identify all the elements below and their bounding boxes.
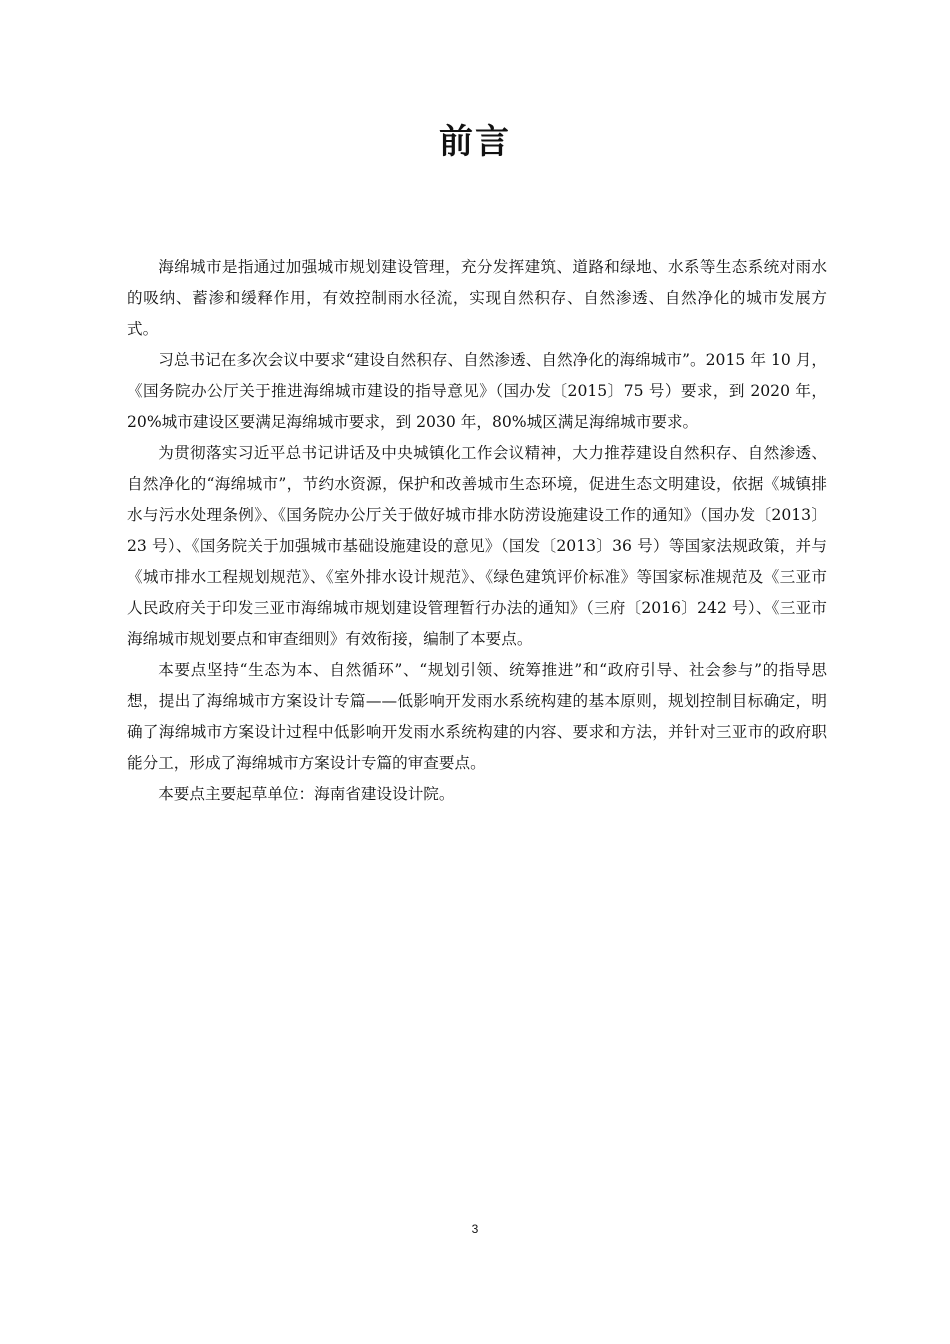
paragraph-drafting-unit: 本要点主要起草单位：海南省建设设计院。 <box>158 785 455 803</box>
page-number: 3 <box>471 1222 479 1236</box>
paragraph-guiding-principles: 本要点坚持“生态为本、自然循环”、“规划引领、统筹推进”和“政府引导、社会参与”的指导思想，提出了海绵城市方案设计专篇——低影响开发雨水系统构建的基本原则，规划控制目标确定，明确了海绵城市方案设计过程中低影响开发雨水系统构建的内容、要求和方法，并针对三亚市的政府职能分工，形成了海绵城市方案设计专篇的审查要点。 <box>127 661 827 772</box>
paragraph-regulatory-basis: 为贯彻落实习近平总书记讲话及中央城镇化工作会议精神，大力推荐建设自然积存、自然渗透、自然净化的“海绵城市”，节约水资源，保护和改善城市生态环境，促进生态文明建设，依据《城镇排水与污水处理条例》、《国务院办公厅关于做好城市排水防涝设施建设工作的通知》（国办发〔2013〕23 号）、《国务院关于加强城市基础设施建设的意见》（国发〔2013〕36 号）等国家法规政策，并与《城市排水工程规划规范》、《室外排水设计规范》、《绿色建筑评价标准》等国家标准规范及《三亚市人民政府关于印发三亚市海绵城市规划建设管理暂行办法的通知》（三府〔2016〕242 号）、《三亚市海绵城市规划要点和审查细则》有效衔接，编制了本要点。 <box>127 444 827 648</box>
paragraph-policy-requirements: 习总书记在多次会议中要求“建设自然积存、自然渗透、自然净化的海绵城市”。2015 年 10 月，《国务院办公厅关于推进海绵城市建设的指导意见》（国办发〔2015〕75 号）要求，到 2020 年，20%城市建设区要满足海绵城市要求，到 2030 年，80%城区满足海绵城市要求。 <box>127 351 827 431</box>
page-title: 前言 <box>439 122 511 162</box>
document-body <box>127 252 827 810</box>
paragraph-sponge-city-definition: 海绵城市是指通过加强城市规划建设管理，充分发挥建筑、道路和绿地、水系等生态系统对雨水的吸纳、蓄渗和缓释作用，有效控制雨水径流，实现自然积存、自然渗透、自然净化的城市发展方式。 <box>127 258 827 338</box>
